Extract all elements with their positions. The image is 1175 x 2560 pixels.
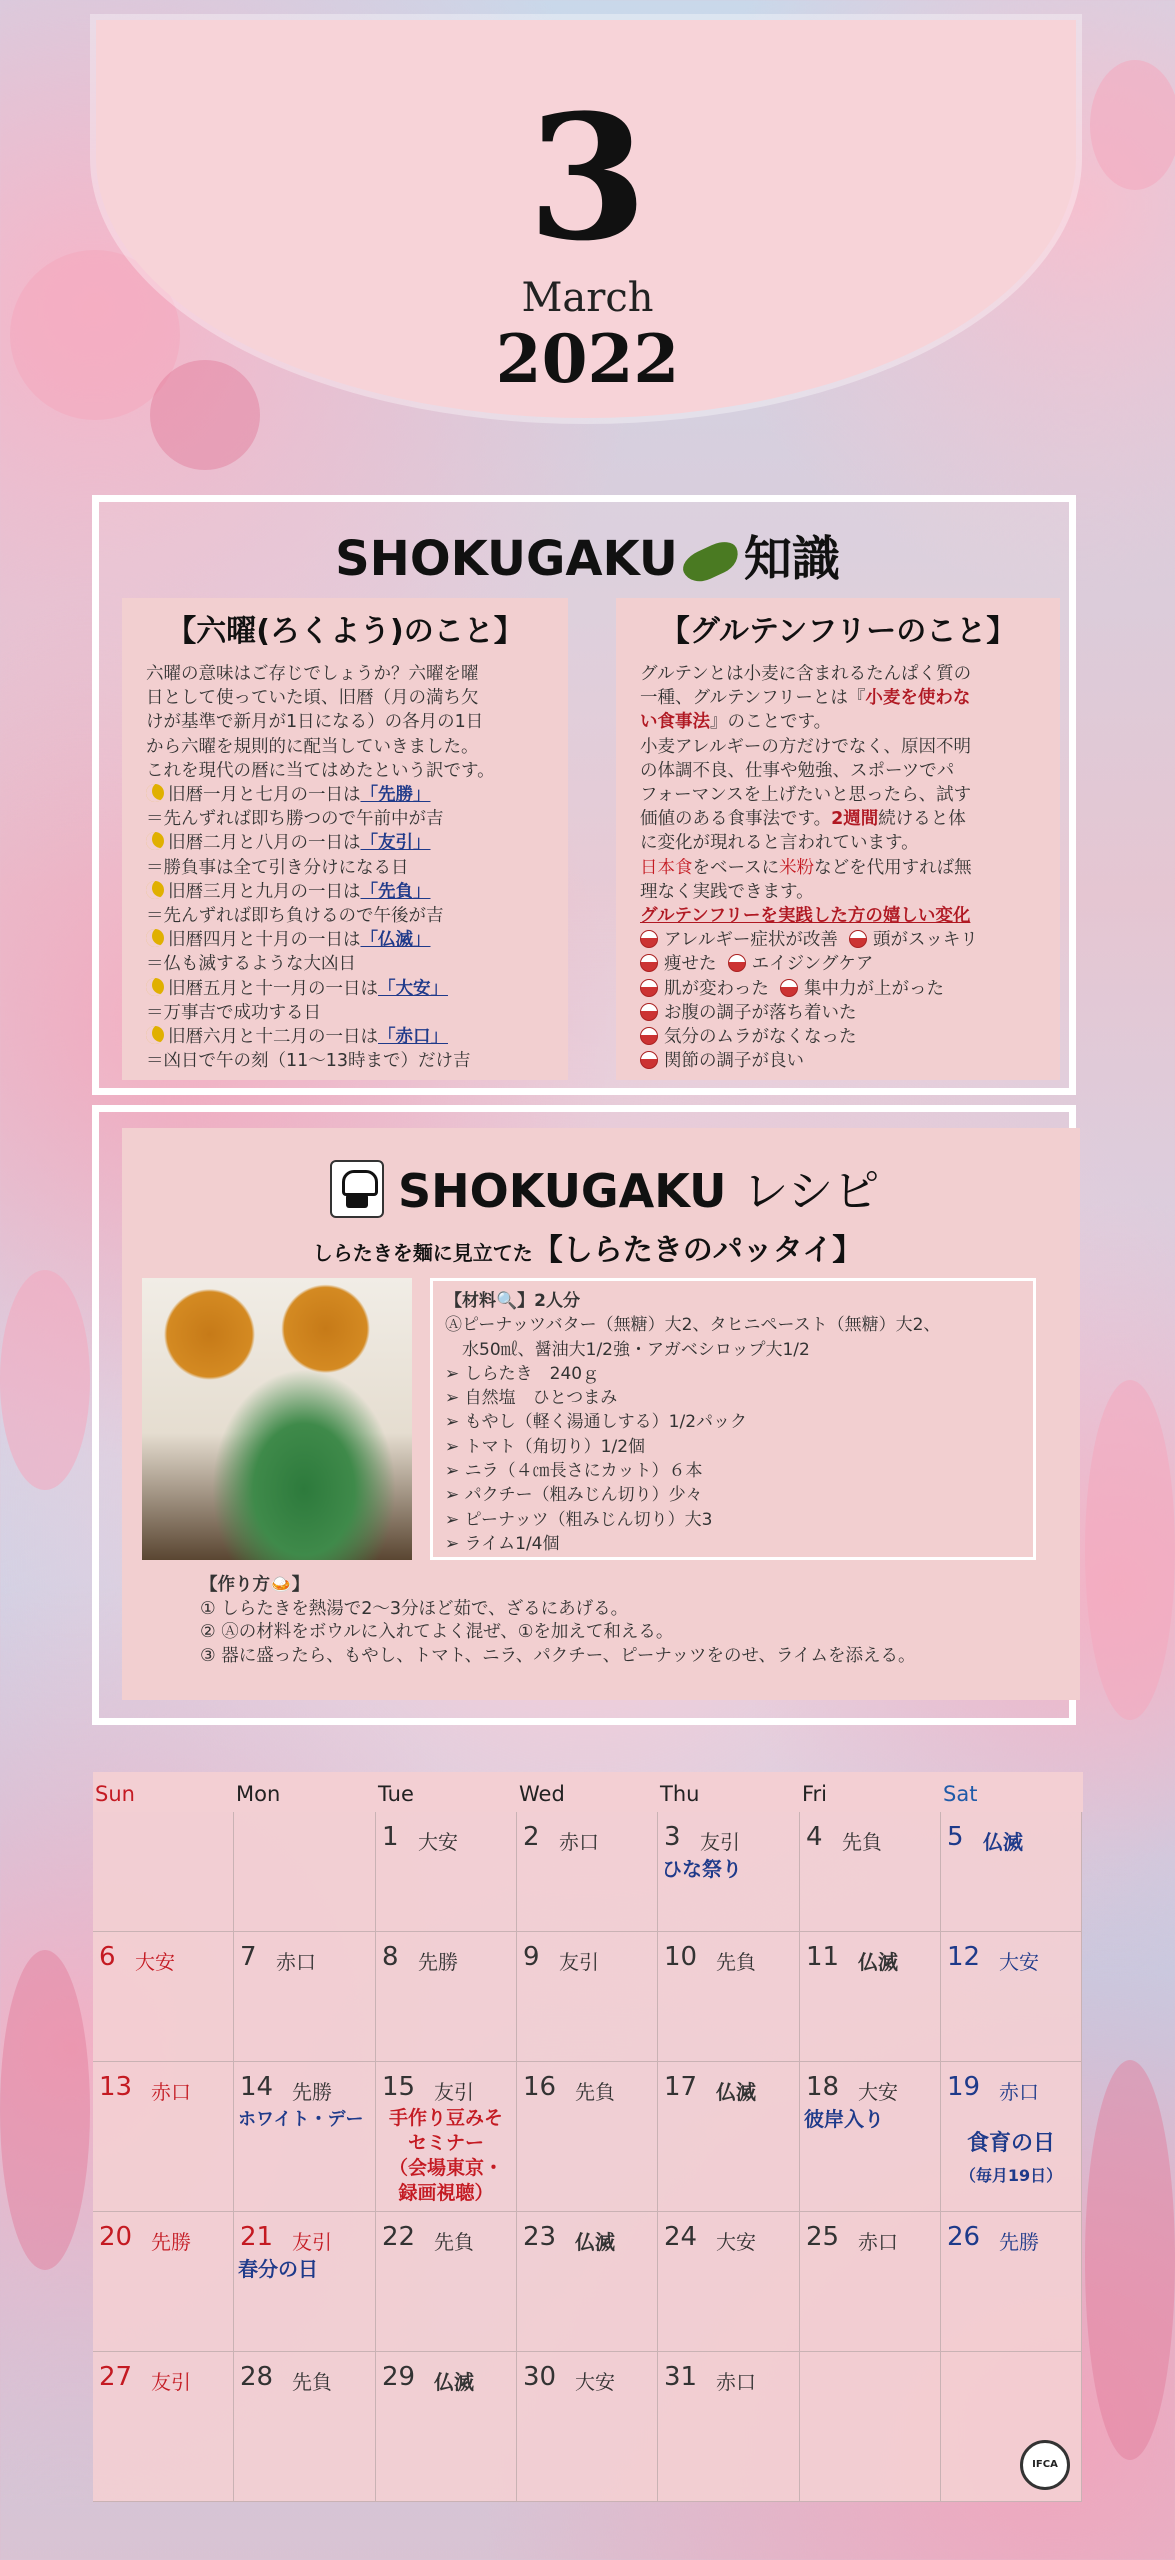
- gluten-text: 一種、グルテンフリーとは『小麦を使わな: [640, 688, 971, 709]
- year: 2022: [495, 320, 680, 398]
- bowl-icon: [640, 1027, 658, 1045]
- rokuyo-label: 友引: [292, 2230, 332, 2254]
- calendar-event: ホワイト・デー: [238, 2109, 364, 2130]
- knowledge-title-jp: 知識: [743, 531, 840, 587]
- day-number: 22: [382, 2222, 416, 2252]
- weekday-fri: Fri: [802, 1782, 828, 1806]
- benefit-item: 痩せた エイジングケア: [640, 952, 1036, 976]
- magnifier-icon: 🔍: [496, 1291, 518, 1311]
- gluten-heading: 【グルテンフリーのこと】: [659, 614, 1017, 649]
- day-number: 26: [947, 2222, 981, 2252]
- chef-icon: [330, 1160, 384, 1218]
- recipe-step: ① しらたきを熱湯で2～3分ほど茹で、ざるにあげる。: [200, 1598, 629, 1619]
- recipe-step: ② Ⓐの材料をボウルに入れてよく混ぜ、①を加えて和える。: [200, 1622, 674, 1642]
- rokuyo-month: 旧暦六月と十二月の一日は: [168, 1027, 378, 1048]
- weekday-sun: Sun: [95, 1782, 135, 1806]
- rokuyo-panel: [122, 598, 568, 1080]
- gluten-text: 日本食をベースに米粉などを代用すれば無: [640, 857, 972, 878]
- gluten-benefits-title: グルテンフリーを実践した方の嬉しい変化: [640, 906, 971, 927]
- recipe-photo: [142, 1278, 412, 1560]
- calendar-cell: [800, 1812, 941, 1932]
- day-number: 27: [99, 2362, 133, 2392]
- benefit-item: アレルギー症状が改善 頭がスッキリ: [640, 928, 1036, 952]
- day-number: 16: [523, 2072, 557, 2102]
- calendar-cell: [941, 2212, 1082, 2352]
- recipe-step: ③ 器に盛ったら、もやし、トマト、ニラ、パクチー、ピーナッツをのせ、ライムを添える。: [200, 1645, 916, 1666]
- recipe-title-latin: SHOKUGAKU: [398, 1164, 727, 1218]
- rokuyo-intro-line: これを現代の暦に当てはめたという訳です。: [146, 760, 495, 781]
- calendar-cell: [376, 2212, 517, 2352]
- rokuyo-label: 大安: [575, 2370, 615, 2394]
- day-number: 13: [99, 2072, 133, 2102]
- rokuyo-label: 赤口: [276, 1950, 316, 1974]
- day-number: 23: [523, 2222, 557, 2252]
- calendar-cell: [658, 2212, 800, 2352]
- calendar-cell: [658, 2352, 800, 2502]
- recipe-subtitle: しらたきを麺に見立てた【しらたきのパッタイ】: [312, 1233, 863, 1268]
- rokuyo-label: 赤口: [858, 2230, 898, 2254]
- rokuyo-month: 旧暦四月と十月の一日は: [168, 930, 361, 951]
- rokuyo-intro-line: けが基準で新月が1日になる）の各月の1日: [146, 712, 484, 733]
- month-number: 3: [527, 76, 648, 279]
- rokuyo-desc: ＝万事吉で成功する日: [146, 1002, 321, 1023]
- gluten-text: に変化が現れると言われています。: [640, 833, 919, 854]
- day-number: 14: [240, 2072, 274, 2102]
- cherry-blossom-decoration: [0, 1950, 90, 2270]
- calendar-cell: [517, 2062, 658, 2212]
- day-number: 4: [806, 1822, 823, 1852]
- rokuyo-month: 旧暦三月と九月の一日は: [168, 881, 361, 902]
- crescent-moon-icon: [146, 978, 164, 996]
- benefit-item: 気分のムラがなくなった: [640, 1025, 1036, 1049]
- calendar-cell: [517, 2352, 658, 2502]
- calendar-cell: [234, 1812, 376, 1932]
- rokuyo-item: [146, 880, 544, 904]
- calendar-cell: [800, 2062, 941, 2212]
- rokuyo-label: 先勝: [292, 2080, 332, 2104]
- cherry-blossom-decoration: [1085, 2060, 1175, 2460]
- rokuyo-label: 先負: [716, 1950, 756, 1974]
- weekday-tue: Tue: [378, 1782, 414, 1806]
- weekday-thu: Thu: [660, 1782, 700, 1806]
- rokuyo-name: 「先負」: [360, 881, 431, 902]
- recipe-heading: [398, 1155, 879, 1221]
- calendar-cell: [800, 2352, 941, 2502]
- ingredient-item: ➢ 自然塩 ひとつまみ: [445, 1388, 618, 1409]
- calendar-event: 食育の日: [966, 2131, 1055, 2156]
- crescent-moon-icon: [146, 1026, 164, 1044]
- gluten-panel: [616, 598, 1060, 1080]
- rokuyo-label: 先勝: [999, 2230, 1039, 2254]
- rokuyo-label: 赤口: [151, 2080, 191, 2104]
- rokuyo-desc: ＝凶日で午の刻（11～13時まで）だけ吉: [146, 1051, 471, 1072]
- ingredients-title: 【材料🔍】2人分: [445, 1291, 581, 1311]
- ingredient-item: 水50㎖、醤油大1/2強・アガベシロップ大1/2: [445, 1339, 810, 1360]
- day-number: 20: [99, 2222, 133, 2252]
- day-number: 29: [382, 2362, 416, 2392]
- rokuyo-label: 大安: [716, 2230, 756, 2254]
- rokuyo-label: 友引: [700, 1830, 740, 1854]
- rokuyo-month: 旧暦二月と八月の一日は: [168, 833, 361, 854]
- calendar-cell: [234, 1932, 376, 2062]
- rokuyo-label: 大安: [135, 1950, 175, 1974]
- day-number: 19: [947, 2072, 981, 2102]
- calendar-cell: [941, 2062, 1082, 2212]
- ingredient-item: ➢ ニラ（４㎝長さにカット）６本: [445, 1461, 703, 1482]
- calendar-cell: [517, 1812, 658, 1932]
- ingredient-item: ➢ ライム1/4個: [445, 1533, 560, 1554]
- bowl-icon: [780, 979, 798, 997]
- rokuyo-name: 「友引」: [360, 833, 431, 854]
- calendar-cell: [234, 2352, 376, 2502]
- gluten-text: フォーマンスを上げたいと思ったら、試す: [640, 785, 972, 806]
- ingredients-list: [445, 1313, 1021, 1556]
- ingredient-item: Ⓐピーナッツバター（無糖）大2、タヒニペースト（無糖）大2、: [445, 1315, 941, 1336]
- crescent-moon-icon: [146, 881, 164, 899]
- rokuyo-item: [146, 977, 544, 1001]
- day-number: 11: [806, 1942, 840, 1972]
- rokuyo-label: 友引: [559, 1950, 599, 1974]
- rokuyo-intro: [146, 662, 544, 783]
- ingredient-item: ➢ しらたき 240ｇ: [445, 1363, 600, 1384]
- calendar-cell: [376, 1932, 517, 2062]
- calendar-cell: [93, 2352, 234, 2502]
- rokuyo-label: 先負: [842, 1830, 882, 1854]
- ingredients-box: [430, 1278, 1036, 1560]
- day-number: 15: [382, 2072, 416, 2102]
- gluten-text: の体調不良、仕事や勉強、スポーツでパ: [640, 760, 955, 781]
- calendar-cell: [93, 2212, 234, 2352]
- recipe-steps: [200, 1574, 915, 1668]
- calendar-cell: [658, 1932, 800, 2062]
- day-number: 17: [664, 2072, 698, 2102]
- rokuyo-name: 「仏滅」: [360, 930, 431, 951]
- rokuyo-item: [146, 783, 544, 807]
- ingredient-item: ➢ ピーナッツ（粗みじん切り）大3: [445, 1509, 713, 1530]
- gluten-text: 価値のある食事法です。2週間続けると体: [640, 809, 966, 830]
- rokuyo-name: 「赤口」: [378, 1027, 448, 1048]
- crescent-moon-icon: [146, 832, 164, 850]
- rokuyo-label: 赤口: [999, 2080, 1039, 2104]
- knowledge-title-latin: SHOKUGAKU: [335, 531, 678, 587]
- ingredient-item: ➢ トマト（角切り）1/2個: [445, 1436, 646, 1457]
- calendar-cell: [234, 2212, 376, 2352]
- rokuyo-label: 先勝: [418, 1950, 458, 1974]
- day-number: 10: [664, 1942, 698, 1972]
- day-number: 1: [382, 1822, 399, 1852]
- rokuyo-label: 赤口: [716, 2370, 756, 2394]
- rokuyo-label: 先負: [575, 2080, 615, 2104]
- rokuyo-label: 大安: [418, 1830, 458, 1854]
- calendar: [93, 1772, 1083, 2502]
- month-name: March: [521, 275, 654, 321]
- rokuyo-label: 仏滅: [716, 2080, 756, 2104]
- calendar-cell: [658, 2062, 800, 2212]
- benefit-item: 関節の調子が良い: [640, 1049, 1036, 1073]
- day-number: 18: [806, 2072, 840, 2102]
- rokuyo-label: 仏滅: [983, 1830, 1023, 1854]
- calendar-cell: [376, 1812, 517, 1932]
- cherry-blossom-decoration: [0, 1270, 90, 1490]
- calendar-event: 彼岸入り: [804, 2107, 884, 2131]
- calendar-cell: [658, 1812, 800, 1932]
- calendar-cell: [517, 1932, 658, 2062]
- benefit-item: お腹の調子が落ち着いた: [640, 1001, 1036, 1025]
- calendar-cell: [941, 1812, 1082, 1932]
- rokuyo-label: 仏滅: [575, 2230, 615, 2254]
- ingredient-item: ➢ パクチー（粗みじん切り）少々: [445, 1485, 703, 1506]
- crescent-moon-icon: [146, 929, 164, 947]
- rokuyo-label: 友引: [151, 2370, 191, 2394]
- weekday-wed: Wed: [519, 1782, 565, 1806]
- calendar-cell: [376, 2062, 517, 2212]
- bowl-icon: [728, 954, 746, 972]
- calendar-cell: [800, 1932, 941, 2062]
- curry-bowl-icon: 🍛: [270, 1575, 292, 1595]
- rokuyo-desc: ＝仏も滅するような大凶日: [146, 954, 356, 975]
- rokuyo-desc: ＝先んずれば即ち負けるので午後が吉: [146, 906, 444, 927]
- steps-title: 【作り方🍛】: [200, 1575, 310, 1595]
- calendar-cell: [93, 1812, 234, 1932]
- bowl-icon: [640, 979, 658, 997]
- gluten-text: 理なく実践できます。: [640, 881, 814, 902]
- calendar-cell: [234, 2062, 376, 2212]
- calendar-cell: [93, 1932, 234, 2062]
- calendar-cell: [941, 1932, 1082, 2062]
- day-number: 31: [664, 2362, 698, 2392]
- calendar-cell: [800, 2212, 941, 2352]
- rokuyo-label: 仏滅: [858, 1950, 898, 1974]
- day-number: 2: [523, 1822, 540, 1852]
- knowledge-heading: [0, 520, 1175, 589]
- rokuyo-label: 仏滅: [434, 2370, 474, 2394]
- calendar-cell: [376, 2352, 517, 2502]
- gluten-text: 小麦アレルギーの方だけでなく、原因不明: [640, 736, 972, 757]
- rokuyo-label: 先負: [434, 2230, 474, 2254]
- calendar-event-note: （毎月19日）: [959, 2166, 1063, 2185]
- bowl-icon: [640, 954, 658, 972]
- rokuyo-name: 「先勝」: [360, 785, 431, 806]
- day-number: 25: [806, 2222, 840, 2252]
- rokuyo-month: 旧暦五月と十一月の一日は: [168, 978, 378, 999]
- day-number: 6: [99, 1942, 116, 1972]
- day-number: 9: [523, 1942, 540, 1972]
- rokuyo-label: 大安: [858, 2080, 898, 2104]
- rokuyo-label: 大安: [999, 1950, 1039, 1974]
- day-number: 7: [240, 1942, 257, 1972]
- rokuyo-intro-line: から六曜を規則的に配当していきました。: [146, 736, 479, 757]
- bowl-icon: [640, 1003, 658, 1021]
- crescent-moon-icon: [146, 784, 164, 802]
- rokuyo-item: [146, 1025, 544, 1049]
- bowl-icon: [640, 1051, 658, 1069]
- day-number: 8: [382, 1942, 399, 1972]
- calendar-event: 手作り豆みそ セミナー （会場東京・ 録画視聴）: [388, 2107, 503, 2204]
- day-number: 28: [240, 2362, 274, 2392]
- ifca-seal-logo: IFCA: [1020, 2440, 1070, 2490]
- rokuyo-name: 「大安」: [378, 978, 448, 999]
- edamame-icon: [678, 536, 743, 588]
- rokuyo-desc: ＝先んずれば即ち勝つので午前中が吉: [146, 809, 444, 830]
- recipe-title-jp: レシピ: [742, 1164, 880, 1218]
- rokuyo-intro-line: 六曜の意味はご存じでしょうか？六曜を曜: [146, 664, 479, 684]
- weekday-sat: Sat: [943, 1782, 978, 1806]
- weekday-mon: Mon: [236, 1782, 281, 1806]
- calendar-weekday-header: [93, 1772, 1083, 1812]
- cherry-blossom-decoration: [1085, 1380, 1175, 1720]
- day-number: 24: [664, 2222, 698, 2252]
- rokuyo-item: [146, 831, 544, 855]
- rokuyo-desc: ＝勝負事は全て引き分けになる日: [146, 857, 409, 878]
- calendar-cell: [517, 2212, 658, 2352]
- bowl-icon: [849, 930, 867, 948]
- day-number: 30: [523, 2362, 557, 2392]
- rokuyo-list: [146, 783, 544, 1073]
- rokuyo-heading: 【六曜(ろくよう)のこと】: [166, 614, 524, 649]
- benefit-item: 肌が変わった 集中力が上がった: [640, 977, 1036, 1001]
- calendar-cell: [93, 2062, 234, 2212]
- ingredient-item: ➢ もやし（軽く湯通しする）1/2パック: [445, 1412, 748, 1433]
- calendar-event: ひな祭り: [662, 1857, 742, 1881]
- rokuyo-label: 先勝: [151, 2230, 191, 2254]
- rokuyo-label: 友引: [434, 2080, 474, 2104]
- day-number: 3: [664, 1822, 681, 1852]
- calendar-event: 春分の日: [238, 2257, 318, 2281]
- day-number: 5: [947, 1822, 964, 1852]
- day-number: 12: [947, 1942, 981, 1972]
- rokuyo-item: [146, 928, 544, 952]
- gluten-text: グルテンとは小麦に含まれるたんぱく質の: [640, 664, 972, 684]
- bowl-icon: [640, 930, 658, 948]
- rokuyo-month: 旧暦一月と七月の一日は: [168, 785, 361, 806]
- gluten-text: い食事法』のことです。: [640, 712, 832, 733]
- day-number: 21: [240, 2222, 274, 2252]
- rokuyo-label: 先負: [292, 2370, 332, 2394]
- rokuyo-label: 赤口: [559, 1830, 599, 1854]
- rokuyo-intro-line: 日として使っていた頃、旧暦（月の満ち欠: [146, 688, 479, 709]
